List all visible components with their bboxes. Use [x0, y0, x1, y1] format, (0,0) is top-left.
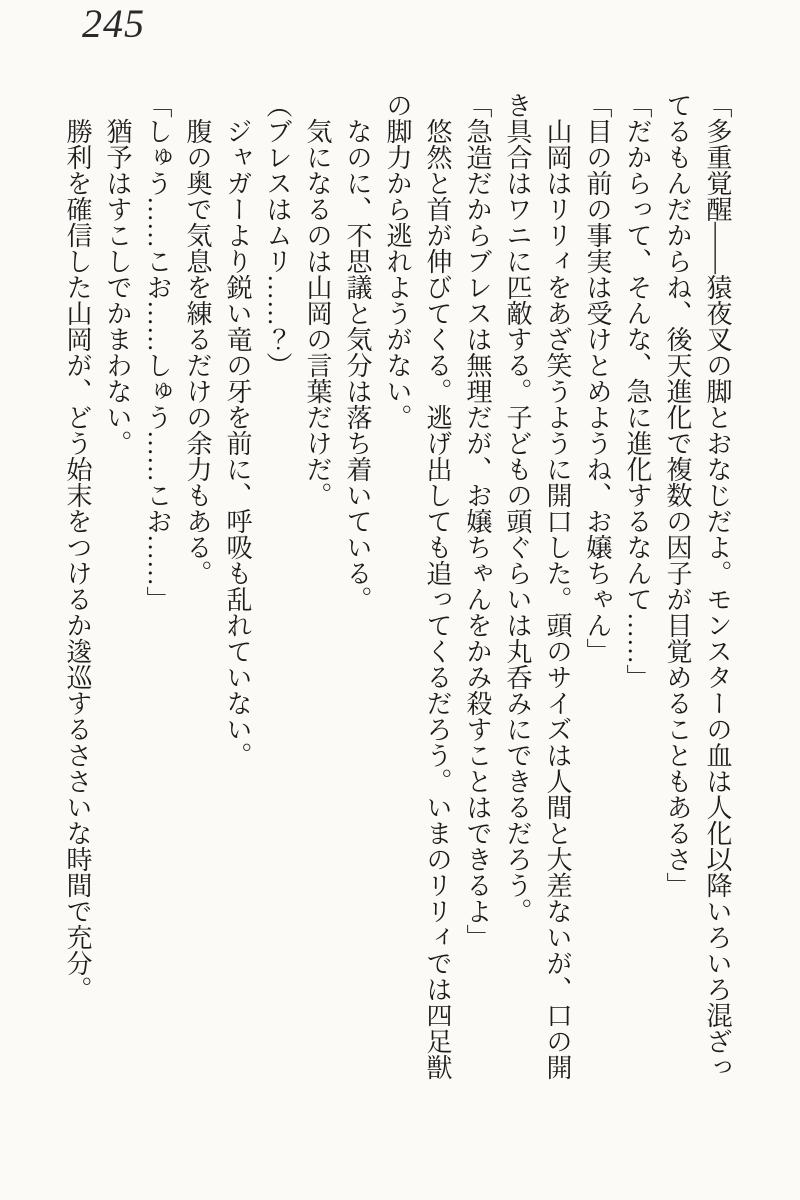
- paragraph-9: （ブレスはムリ……？）: [263, 92, 292, 378]
- paragraph-14: 勝利を確信した山岡が、どう始末をつけるか逡巡するささいな時間で充分。: [63, 118, 92, 1002]
- paragraph-12: 「しゅう……こお……しゅう……こお……」: [143, 92, 172, 612]
- paragraph-13: 猶予はすこしでかまわない。: [103, 118, 132, 456]
- paragraph-8: 気になるのは山岡の言葉だけだ。: [303, 118, 332, 508]
- paragraph-4: 山岡はリリィをあざ笑うように開口した。頭のサイズは人間と大差ないが、口の開き具合はワニに匹敵する。子どもの頭ぐらいは丸呑みにできるだろう。: [503, 92, 572, 1080]
- paragraph-3: 「目の前の事実は受けとめようね、お嬢ちゃん」: [583, 92, 612, 664]
- paragraph-11: 腹の奥で気息を練るだけの余力もある。: [183, 118, 212, 586]
- paragraph-7: なのに、不思議と気分は落ち着いている。: [343, 118, 372, 612]
- paragraph-6: 悠然と首が伸びてくる。逃げ出しても追ってくるだろう。いまのリリィでは四足獣の脚力から逃れようがない。: [383, 92, 452, 1080]
- paragraph-10: ジャガーより鋭い竜の牙を前に、呼吸も乱れていない。: [223, 118, 252, 768]
- paragraph-2: 「だからって、そんな、急に進化するなんて……」: [623, 92, 652, 690]
- page-number: 245: [82, 1, 145, 46]
- paragraph-1: 「多重覚醒――猿夜叉の脚とおなじだよ。モンスターの血は人化以降いろいろ混ざってるもんだからね、後天進化で複数の因子が目覚めることもあるさ」: [663, 92, 732, 1080]
- paragraph-5: 「急造だからブレスは無理だが、お嬢ちゃんをかみ殺すことはできるよ」: [463, 92, 492, 950]
- body-text: [57, 92, 737, 1094]
